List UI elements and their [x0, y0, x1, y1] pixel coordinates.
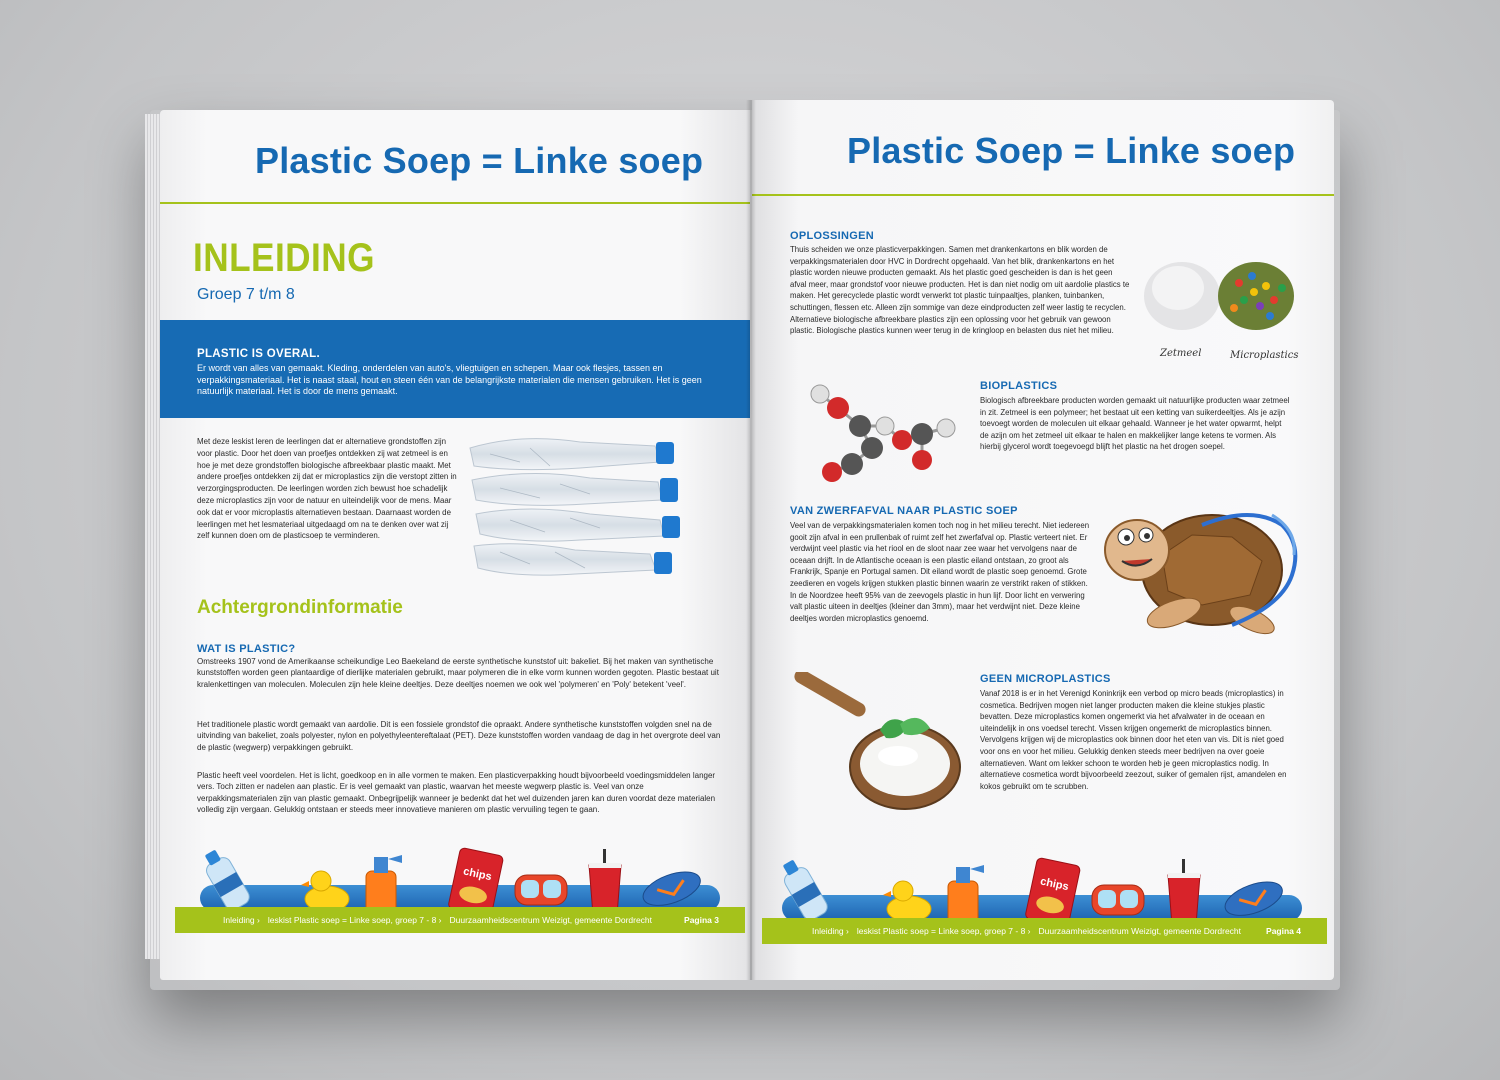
bioplastics-text: Biologisch afbreekbare producten worden gemaakt uit natuurlijke producten waar zetmeel in zit. Zetmeel is een polymeer; het bestaat uit een ketting van suikerdeeltjes. Als je azijn toevoegt worden de moleculen uit elkaar gehaald. Wanneer je het water opwarmt, helpt de azijn om het zetmeel uit elkaar te halen en makkelijker lange ketens te vormen. Als hierbij glycerol wordt toegevoegd blijft het plastic na het drogen soepel. [980, 396, 1290, 452]
page-number: Pagina 3 [684, 915, 719, 925]
spine-fold [746, 100, 756, 980]
title-rule [160, 202, 750, 204]
page-title: Plastic Soep = Linke soep [255, 140, 704, 181]
footer-crumb-1[interactable]: Inleiding › [812, 926, 849, 936]
right-page [752, 100, 1334, 980]
bioplastics-heading: BIOPLASTICS [980, 380, 1058, 392]
svg-text:chips: chips [462, 865, 493, 884]
page-title: Plastic Soep = Linke soep [847, 130, 1296, 171]
intro-box-heading: PLASTIC IS OVERAL. [197, 348, 320, 360]
footer-crumb-3[interactable]: Duurzaamheidscentrum Weizigt, gemeente Dordrecht [1038, 926, 1242, 936]
starch-microplastics-image [1144, 248, 1304, 358]
footer-bar [762, 918, 1327, 944]
intro-box [160, 320, 750, 418]
footer-illustration [772, 855, 1312, 925]
soda-cup-icon [589, 849, 621, 915]
what-is-plastic-p2: Het traditionele plastic wordt gemaakt van aardolie. Dit is een fossiele grondstof die opraakt. Andere synthetische kunststoffen volgden snel na de uitvinding van bakeliet, zoals polyester, nylon en polyethyleentereftalaat (PET). Deze kunststoffen worden vandaag de dag in het overgrote deel van de plastic (wegwerp) verpakkingen gebruikt. [197, 720, 721, 752]
intro-paragraph: Met deze leskist leren de leerlingen dat er alternatieve grondstoffen zijn voor plastic. Door het doen van proefjes ontdekken zij wat zetmeel is en hoe je met deze grondstoffen biologische afbreekbaar plastic maakt. Met andere proefjes ontdekken zij dat er microplastics zijn die verstopt zitten in verzorgingsproducten. De leerlingen worden zich bewust hoe schadelijk deze microplastics zijn voor de natuur en uiteindelijk voor de mens. Maar ook dat er voor microplastis alternatieven bestaan. Daarnaast worden de leerlingen met het lesmateriaal uitgedaagd om na te denken over wat zij zelf kunnen doen om de plasticsoep te verminderen. [197, 437, 457, 541]
solutions-text: Thuis scheiden we onze plasticverpakkingen. Samen met drankenkartons en blik worden de verpakkingsmaterialen door HVC in Dordrecht opgehaald. Van het blik, drankenkartons en het plastic worden nieuwe producten gemaakt. Als het plastic goed gescheiden is dan is het geen afval meer, maar grondstof voor nieuwe producten. Het is dan niet nodig om uit aardolie plastics te maken. Het gerecyclede plastic wordt verwerkt tot plastic tuinpaaltjes, planken, tuinbanken, schuttingen, flessen etc. Alleen zijn sommige van deze eindproducten zelf weer lastig te recyclen. Alternatieve biologische afbreekbare plastics zijn een oplossing voor het gebruik van gewoon plastic. Biologische plastics kunnen weer terug in de kringloop en belasten dus niet het milieu. [790, 245, 1130, 336]
no-microplastics-heading: GEEN MICROPLASTICS [980, 673, 1111, 685]
spray-bottle-icon [366, 855, 402, 915]
background-heading: Achtergrondinformatie [197, 597, 403, 618]
what-is-plastic-heading: WAT IS PLASTIC? [197, 643, 296, 655]
molecule-image [790, 368, 970, 498]
crushed-bottles-image [460, 428, 700, 588]
left-page [160, 110, 750, 980]
plastic-bottle-icon [777, 856, 831, 923]
chips-bag-icon [1025, 857, 1081, 925]
what-is-plastic-p1: Omstreeks 1907 vond de Amerikaanse scheikundige Leo Baekeland de eerste synthetische kunststof uit: bakeliet. Bij het maken van synthetische kunststoffen worden geen plantaardige of dierlijke materialen gebruikt, maar polymeren die in elke vorm kunnen worden gegoten. Plastic bestaat uit kralenkettingen van moleculen. Moleculen zijn hele kleine deeltjes. Deze deeltjes noemen we ook wel 'polymeren' en 'Poly' betekent 'veel'. [197, 657, 719, 689]
rubber-duck-icon [301, 871, 349, 912]
soda-cup-icon [1168, 859, 1200, 925]
footer-crumb-2[interactable]: leskist Plastic soep = Linke soep, groep 7 - 8 › [856, 926, 1031, 936]
spray-bottle-icon [948, 865, 984, 925]
footer-bar [175, 907, 745, 933]
page-number: Pagina 4 [1266, 926, 1301, 936]
plastic-bottle-icon [199, 846, 253, 913]
page-edges [145, 114, 161, 959]
solutions-heading: OPLOSSINGEN [790, 230, 874, 242]
salt-spoon-image [790, 672, 970, 817]
turtle-illustration [1082, 495, 1312, 655]
litter-heading: VAN ZWERFAFVAL NAAR PLASTIC SOEP [790, 505, 1018, 517]
microplastics-label: Microplastics [1230, 350, 1299, 361]
no-microplastics-text: Vanaf 2018 is er in het Verenigd Koninkrijk een verbod op micro beads (microplastics) in cosmetica. Bedrijven mogen niet langer producten maken die kleine stukjes plastic bevatten. Deze microplastics komen ongemerkt via het afvalwater in de oceaan en uiteindelijk in ons voedsel terecht. Vissen krijgen ongemerkt de microplastics binnen. Vervolgens krijgen wij de microplastics ook binnen door het eten van vis. Dit is niet goed voor ons en voor het milieu. Gelukkig denken steeds meer bedrijven na over goeie alternatieven. Want om lekker schoon te worden heb je geen microplastics nodig. In alternatieve cosmetica wordt bijvoorbeeld zeezout, suiker of gemalen rijst, amandelen en kokos gebruikt om te scrubben. [980, 689, 1287, 791]
litter-text: Veel van de verpakkingsmaterialen komen toch nog in het milieu terecht. Niet iedereen gooit zijn afval in een prullenbak of ruimt zelf het zwerfafval op. Plastic verteert niet. Er verdwijnt veel plastic via het riool en de sloot naar zee waar het vervolgens naar de oceaan drijft. In de Atlantische oceaan is een plastic eiland ontstaan, zo groot als Frankrijk, Spanje en Portugal samen. Dit eiland wordt de plastic soep genoemd. Grote zeedieren en vogels krijgen stukken plastic binnen waarin ze verstrikt raken of stikken. In de Noordzee heeft 95% van de zeevogels plastic in hun lijf. Door licht en verwering valt plastic uiteen in deeltjes (kleiner dan 3mm), maar het verdwijnt niet. Deze kleine deeltjes worden microplastics genoemd. [790, 521, 1090, 623]
svg-text:chips: chips [1039, 875, 1070, 894]
diving-mask-icon [1092, 885, 1144, 915]
starch-label: Zetmeel [1160, 348, 1202, 359]
footer-crumb-1[interactable]: Inleiding › [223, 915, 260, 925]
title-rule [752, 194, 1334, 196]
flip-flop-icon [639, 865, 705, 912]
chips-bag-icon [448, 847, 504, 915]
footer-crumb-3[interactable]: Duurzaamheidscentrum Weizigt, gemeente Dordrecht [449, 915, 653, 925]
footer-crumb-2[interactable]: leskist Plastic soep = Linke soep, groep 7 - 8 › [267, 915, 442, 925]
footer-illustration [180, 845, 740, 915]
flip-flop-icon [1221, 875, 1287, 922]
section-title-inleiding: INLEIDING [193, 236, 375, 280]
diving-mask-icon [515, 875, 567, 905]
rubber-duck-icon [883, 881, 931, 922]
intro-box-text: Er wordt van alles van gemaakt. Kleding, onderdelen van auto's, vliegtuigen en schepen. Maar ook flesjes, tassen en verpakkingsmateriaal. Het is naast staal, hout en steen één van de belangrijkste materialen die mensen gebruiken. Het is geen natuurlijk materiaal. Het is door de mens gemaakt. [197, 363, 702, 396]
section-subtitle: Groep 7 t/m 8 [197, 286, 295, 303]
what-is-plastic-p3: Plastic heeft veel voordelen. Het is licht, goedkoop en in alle vormen te maken. Een plasticverpakking houdt bijvoorbeeld voedingsmiddelen langer vers. Toch zitten er nadelen aan plastic. Er is veel gemaakt van plastic, waarvan het meeste wegwerp plastic is. Veel van onze verpakkingsmaterialen zijn van plastic gemaakt. Onbegrijpelijk wanneer je bedenkt dat het wel duizenden jaren kan duren voordat deze materialen volledig zijn vergaan. Gelukkig ontstaan er steeds meer innovatieve manieren om plastic vervuiling tegen te gaan. [197, 771, 716, 815]
